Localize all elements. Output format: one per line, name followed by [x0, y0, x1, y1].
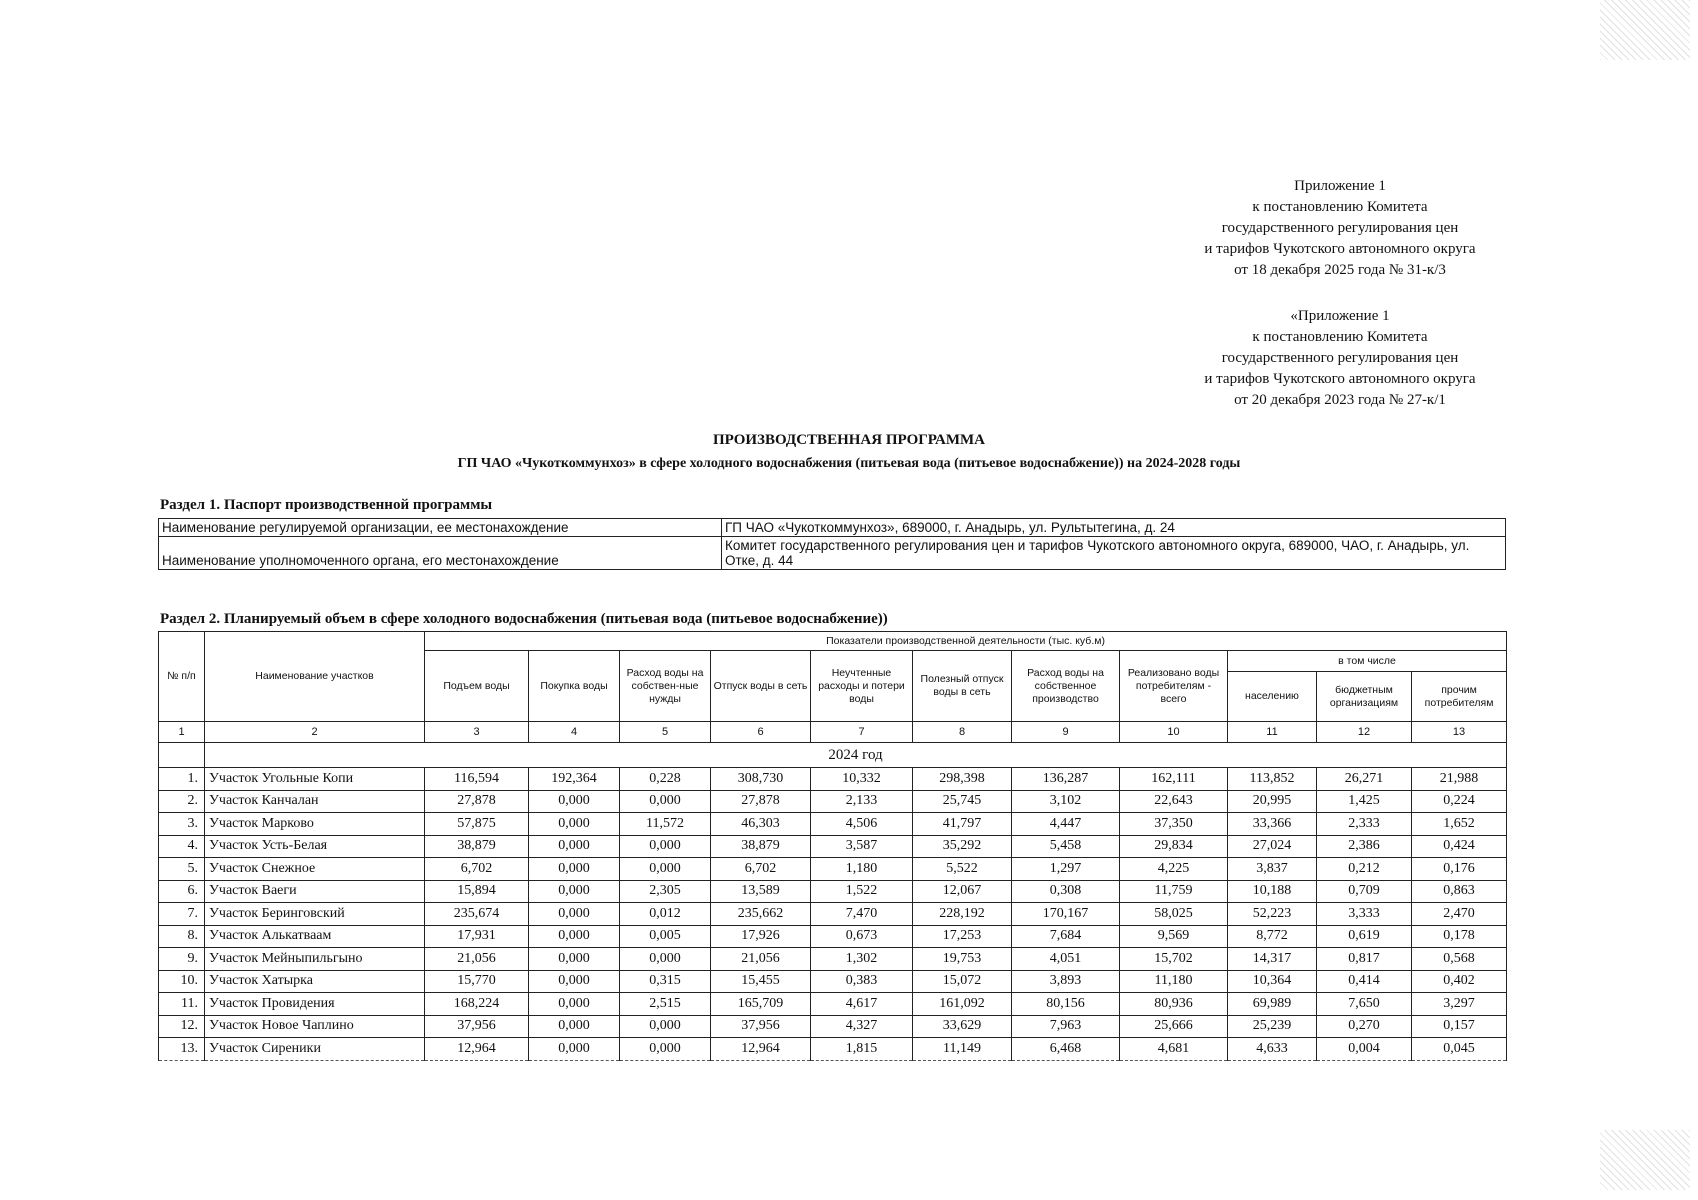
column-number: 5 — [620, 722, 711, 743]
column-number: 4 — [529, 722, 620, 743]
value-cell: 0,000 — [620, 1015, 711, 1038]
value-cell: 0,402 — [1412, 970, 1507, 993]
header-col: Расход воды на собствен-ные нужды — [620, 651, 711, 722]
value-cell: 2,470 — [1412, 903, 1507, 926]
table-row — [159, 970, 1507, 993]
value-cell: 0,000 — [529, 948, 620, 971]
value-cell: 0,863 — [1412, 880, 1507, 903]
row-number: 2. — [159, 790, 205, 813]
annex-line: и тарифов Чукотского автономного округа — [1204, 241, 1476, 257]
scan-artifact — [1600, 0, 1690, 60]
value-cell: 7,470 — [811, 903, 913, 926]
table-row — [159, 993, 1507, 1016]
value-cell: 116,594 — [425, 768, 529, 791]
volume-table — [158, 631, 1507, 1061]
column-number: 2 — [205, 722, 425, 743]
value-cell: 52,223 — [1228, 903, 1317, 926]
value-cell: 21,988 — [1412, 768, 1507, 791]
value-cell: 4,681 — [1120, 1038, 1228, 1061]
value-cell: 4,617 — [811, 993, 913, 1016]
value-cell: 0,000 — [529, 993, 620, 1016]
value-cell: 1,180 — [811, 858, 913, 881]
row-number: 1. — [159, 768, 205, 791]
row-number: 6. — [159, 880, 205, 903]
value-cell: 12,067 — [913, 880, 1012, 903]
value-cell: 0,000 — [529, 925, 620, 948]
row-number: 10. — [159, 970, 205, 993]
passport-label: Наименование уполномоченного органа, его местонахождение — [159, 537, 722, 570]
annex-previous — [1140, 306, 1540, 411]
value-cell: 0,000 — [620, 858, 711, 881]
value-cell: 80,156 — [1012, 993, 1120, 1016]
value-cell: 192,364 — [529, 768, 620, 791]
value-cell: 0,045 — [1412, 1038, 1507, 1061]
value-cell: 161,092 — [913, 993, 1012, 1016]
header-col: Реализовано воды потребителям - всего — [1120, 651, 1228, 722]
value-cell: 27,878 — [425, 790, 529, 813]
header-col: Подъем воды — [425, 651, 529, 722]
value-cell: 11,759 — [1120, 880, 1228, 903]
row-number: 8. — [159, 925, 205, 948]
header-col: Покупка воды — [529, 651, 620, 722]
value-cell: 29,834 — [1120, 835, 1228, 858]
value-cell: 0,000 — [620, 948, 711, 971]
value-cell: 12,964 — [425, 1038, 529, 1061]
value-cell: 0,000 — [620, 1038, 711, 1061]
value-cell: 0,709 — [1317, 880, 1412, 903]
value-cell: 57,875 — [425, 813, 529, 836]
column-number: 9 — [1012, 722, 1120, 743]
year-row — [159, 743, 1507, 768]
header-group: Показатели производственной деятельности (тыс. куб.м) — [425, 632, 1507, 651]
site-name: Участок Хатырка — [205, 970, 425, 993]
value-cell: 37,956 — [425, 1015, 529, 1038]
value-cell: 0,000 — [529, 903, 620, 926]
value-cell: 0,000 — [529, 1038, 620, 1061]
value-cell: 3,893 — [1012, 970, 1120, 993]
value-cell: 6,468 — [1012, 1038, 1120, 1061]
row-number: 4. — [159, 835, 205, 858]
value-cell: 11,149 — [913, 1038, 1012, 1061]
passport-row — [159, 519, 1506, 537]
value-cell: 0,012 — [620, 903, 711, 926]
value-cell: 3,587 — [811, 835, 913, 858]
value-cell: 17,253 — [913, 925, 1012, 948]
table-row — [159, 948, 1507, 971]
row-number: 9. — [159, 948, 205, 971]
column-number: 1 — [159, 722, 205, 743]
value-cell: 0,383 — [811, 970, 913, 993]
section1-heading: Раздел 1. Паспорт производственной программы — [160, 497, 493, 513]
value-cell: 58,025 — [1120, 903, 1228, 926]
value-cell: 0,005 — [620, 925, 711, 948]
value-cell: 19,753 — [913, 948, 1012, 971]
value-cell: 33,366 — [1228, 813, 1317, 836]
value-cell: 20,995 — [1228, 790, 1317, 813]
value-cell: 69,989 — [1228, 993, 1317, 1016]
value-cell: 9,569 — [1120, 925, 1228, 948]
table-row — [159, 768, 1507, 791]
column-number: 3 — [425, 722, 529, 743]
value-cell: 1,522 — [811, 880, 913, 903]
value-cell: 235,674 — [425, 903, 529, 926]
value-cell: 0,000 — [529, 880, 620, 903]
value-cell: 0,315 — [620, 970, 711, 993]
value-cell: 0,000 — [529, 970, 620, 993]
annex-line: и тарифов Чукотского автономного округа — [1204, 371, 1476, 387]
value-cell: 21,056 — [425, 948, 529, 971]
value-cell: 37,956 — [711, 1015, 811, 1038]
table-row — [159, 1015, 1507, 1038]
value-cell: 21,056 — [711, 948, 811, 971]
document-subtitle: ГП ЧАО «Чукоткоммунхоз» в сфере холодного водоснабжения (питьевая вода (питьевое водоснабжение)) на 2024-2028 годы — [457, 456, 1241, 471]
value-cell: 15,455 — [711, 970, 811, 993]
column-number: 12 — [1317, 722, 1412, 743]
value-cell: 35,292 — [913, 835, 1012, 858]
value-cell: 0,000 — [529, 790, 620, 813]
column-number: 13 — [1412, 722, 1507, 743]
table-row — [159, 880, 1507, 903]
header-col: бюджетным организациям — [1317, 672, 1412, 722]
value-cell: 10,188 — [1228, 880, 1317, 903]
annex-line: от 20 декабря 2023 года № 27-к/1 — [1234, 392, 1446, 408]
row-number: 3. — [159, 813, 205, 836]
annex-line: Приложение 1 — [1294, 178, 1386, 194]
value-cell: 7,963 — [1012, 1015, 1120, 1038]
value-cell: 3,333 — [1317, 903, 1412, 926]
row-number: 11. — [159, 993, 205, 1016]
table-row — [159, 1038, 1507, 1061]
passport-row — [159, 537, 1506, 570]
value-cell: 2,305 — [620, 880, 711, 903]
site-name: Участок Марково — [205, 813, 425, 836]
scan-artifact — [1600, 1130, 1690, 1190]
header-col: Отпуск воды в сеть — [711, 651, 811, 722]
value-cell: 10,332 — [811, 768, 913, 791]
value-cell: 228,192 — [913, 903, 1012, 926]
value-cell: 17,931 — [425, 925, 529, 948]
value-cell: 0,000 — [529, 858, 620, 881]
column-number: 8 — [913, 722, 1012, 743]
value-cell: 4,506 — [811, 813, 913, 836]
table-row — [159, 813, 1507, 836]
column-number-row — [159, 722, 1507, 743]
value-cell: 33,629 — [913, 1015, 1012, 1038]
value-cell: 41,797 — [913, 813, 1012, 836]
value-cell: 1,815 — [811, 1038, 913, 1061]
value-cell: 3,297 — [1412, 993, 1507, 1016]
value-cell: 3,837 — [1228, 858, 1317, 881]
table-row — [159, 790, 1507, 813]
value-cell: 0,619 — [1317, 925, 1412, 948]
site-name: Участок Сиреники — [205, 1038, 425, 1061]
value-cell: 0,000 — [529, 835, 620, 858]
value-cell: 27,878 — [711, 790, 811, 813]
passport-value: Комитет государственного регулирования цен и тарифов Чукотского автономного округа, 689000, ЧАО, г. Анадырь, ул. Отке, д. 44 — [722, 537, 1506, 570]
value-cell: 12,964 — [711, 1038, 811, 1061]
row-number: 13. — [159, 1038, 205, 1061]
value-cell: 0,178 — [1412, 925, 1507, 948]
site-name: Участок Беринговский — [205, 903, 425, 926]
site-name: Участок Снежное — [205, 858, 425, 881]
value-cell: 15,072 — [913, 970, 1012, 993]
value-cell: 2,386 — [1317, 835, 1412, 858]
column-number: 11 — [1228, 722, 1317, 743]
column-number: 7 — [811, 722, 913, 743]
value-cell: 7,684 — [1012, 925, 1120, 948]
value-cell: 0,212 — [1317, 858, 1412, 881]
value-cell: 22,643 — [1120, 790, 1228, 813]
table-row — [159, 835, 1507, 858]
site-name: Участок Новое Чаплино — [205, 1015, 425, 1038]
value-cell: 25,745 — [913, 790, 1012, 813]
value-cell: 162,111 — [1120, 768, 1228, 791]
value-cell: 5,458 — [1012, 835, 1120, 858]
value-cell: 136,287 — [1012, 768, 1120, 791]
row-number: 5. — [159, 858, 205, 881]
column-number: 10 — [1120, 722, 1228, 743]
site-name: Участок Провидения — [205, 993, 425, 1016]
value-cell: 1,302 — [811, 948, 913, 971]
value-cell: 8,772 — [1228, 925, 1317, 948]
header-col: прочим потребителям — [1412, 672, 1507, 722]
value-cell: 7,650 — [1317, 993, 1412, 1016]
table-row — [159, 925, 1507, 948]
header-name: Наименование участков — [205, 632, 425, 722]
value-cell: 11,180 — [1120, 970, 1228, 993]
value-cell: 15,702 — [1120, 948, 1228, 971]
value-cell: 0,224 — [1412, 790, 1507, 813]
value-cell: 0,157 — [1412, 1015, 1507, 1038]
value-cell: 0,000 — [620, 835, 711, 858]
value-cell: 25,666 — [1120, 1015, 1228, 1038]
value-cell: 4,327 — [811, 1015, 913, 1038]
site-name: Участок Алькатваам — [205, 925, 425, 948]
value-cell: 0,000 — [529, 1015, 620, 1038]
value-cell: 0,270 — [1317, 1015, 1412, 1038]
value-cell: 0,004 — [1317, 1038, 1412, 1061]
header-in-total: в том числе — [1228, 651, 1507, 672]
year-row-spacer — [159, 743, 205, 768]
value-cell: 0,000 — [529, 813, 620, 836]
value-cell: 4,633 — [1228, 1038, 1317, 1061]
value-cell: 10,364 — [1228, 970, 1317, 993]
value-cell: 27,024 — [1228, 835, 1317, 858]
annex-line: государственного регулирования цен — [1221, 350, 1459, 366]
value-cell: 15,894 — [425, 880, 529, 903]
header-no: № п/п — [159, 632, 205, 722]
value-cell: 5,522 — [913, 858, 1012, 881]
value-cell: 0,176 — [1412, 858, 1507, 881]
header-col: Полезный отпуск воды в сеть — [913, 651, 1012, 722]
row-number: 12. — [159, 1015, 205, 1038]
value-cell: 0,673 — [811, 925, 913, 948]
value-cell: 1,297 — [1012, 858, 1120, 881]
value-cell: 3,102 — [1012, 790, 1120, 813]
value-cell: 1,425 — [1317, 790, 1412, 813]
value-cell: 0,308 — [1012, 880, 1120, 903]
table-row — [159, 903, 1507, 926]
annex-line: государственного регулирования цен — [1221, 220, 1459, 236]
column-number: 6 — [711, 722, 811, 743]
value-cell: 2,333 — [1317, 813, 1412, 836]
passport-label: Наименование регулируемой организации, ее местонахождение — [159, 519, 722, 537]
site-name: Участок Усть-Белая — [205, 835, 425, 858]
annex-line: «Приложение 1 — [1290, 308, 1390, 324]
header-col: Расход воды на собственное производство — [1012, 651, 1120, 722]
value-cell: 0,228 — [620, 768, 711, 791]
value-cell: 37,350 — [1120, 813, 1228, 836]
value-cell: 0,817 — [1317, 948, 1412, 971]
section2-heading: Раздел 2. Планируемый объем в сфере холодного водоснабжения (питьевая вода (питьевое водоснабжение)) — [160, 611, 888, 627]
site-name: Участок Канчалан — [205, 790, 425, 813]
passport-value: ГП ЧАО «Чукоткоммунхоз», 689000, г. Анадырь, ул. Рультытегина, д. 24 — [722, 519, 1506, 537]
header-col: населению — [1228, 672, 1317, 722]
annex-line: от 18 декабря 2025 года № 31-к/3 — [1234, 262, 1446, 278]
value-cell: 17,926 — [711, 925, 811, 948]
annex-line: к постановлению Комитета — [1252, 199, 1428, 215]
value-cell: 4,225 — [1120, 858, 1228, 881]
header-col: Неучтенные расходы и потери воды — [811, 651, 913, 722]
site-name: Участок Мейныпильгыно — [205, 948, 425, 971]
value-cell: 25,239 — [1228, 1015, 1317, 1038]
value-cell: 15,770 — [425, 970, 529, 993]
value-cell: 170,167 — [1012, 903, 1120, 926]
value-cell: 113,852 — [1228, 768, 1317, 791]
annex-current — [1140, 176, 1540, 281]
site-name: Участок Ваеги — [205, 880, 425, 903]
table-row — [159, 858, 1507, 881]
value-cell: 2,133 — [811, 790, 913, 813]
year-label: 2024 год — [205, 743, 1507, 768]
document-title: ПРОИЗВОДСТВЕННАЯ ПРОГРАММА — [712, 432, 985, 448]
value-cell: 38,879 — [425, 835, 529, 858]
value-cell: 46,303 — [711, 813, 811, 836]
value-cell: 80,936 — [1120, 993, 1228, 1016]
value-cell: 13,589 — [711, 880, 811, 903]
value-cell: 4,447 — [1012, 813, 1120, 836]
value-cell: 2,515 — [620, 993, 711, 1016]
value-cell: 235,662 — [711, 903, 811, 926]
value-cell: 26,271 — [1317, 768, 1412, 791]
value-cell: 0,424 — [1412, 835, 1507, 858]
value-cell: 1,652 — [1412, 813, 1507, 836]
passport-table — [158, 518, 1506, 570]
row-number: 7. — [159, 903, 205, 926]
value-cell: 14,317 — [1228, 948, 1317, 971]
value-cell: 38,879 — [711, 835, 811, 858]
value-cell: 165,709 — [711, 993, 811, 1016]
value-cell: 0,414 — [1317, 970, 1412, 993]
annex-line: к постановлению Комитета — [1252, 329, 1428, 345]
value-cell: 308,730 — [711, 768, 811, 791]
value-cell: 11,572 — [620, 813, 711, 836]
value-cell: 0,000 — [620, 790, 711, 813]
value-cell: 6,702 — [425, 858, 529, 881]
value-cell: 168,224 — [425, 993, 529, 1016]
value-cell: 298,398 — [913, 768, 1012, 791]
site-name: Участок Угольные Копи — [205, 768, 425, 791]
value-cell: 4,051 — [1012, 948, 1120, 971]
value-cell: 0,568 — [1412, 948, 1507, 971]
value-cell: 6,702 — [711, 858, 811, 881]
